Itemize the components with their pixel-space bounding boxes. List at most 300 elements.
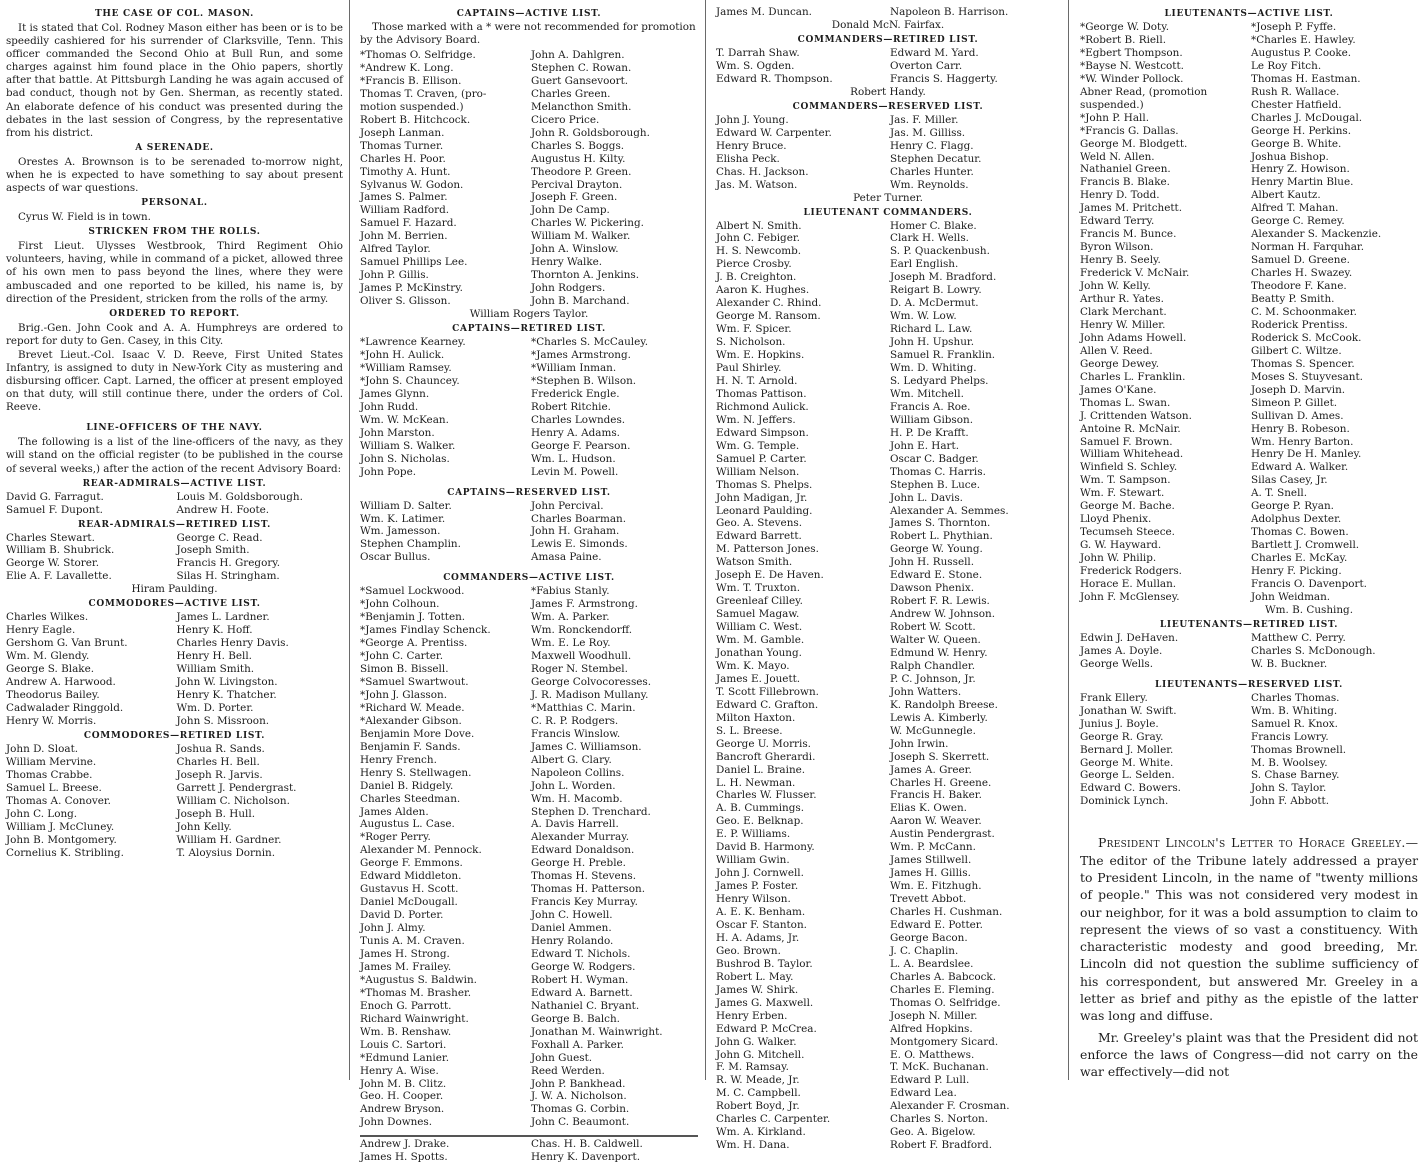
officer-name: Thomas C. Harris.	[890, 465, 986, 478]
officer-name: Edward A. Barnett.	[531, 986, 633, 999]
officer-name: Wm. W. McKean.	[360, 413, 449, 426]
officer-name: John M. Berrien.	[360, 230, 448, 243]
officer-name: motion suspended.)	[360, 100, 464, 113]
mason-heading: THE CASE OF COL. MASON.	[95, 9, 254, 19]
officer-name: S. P. Quackenbush.	[890, 245, 990, 258]
officer-name: Francis H. Baker.	[890, 789, 982, 802]
officer-name: Homer C. Blake.	[890, 219, 977, 232]
officer-name: T. Darrah Shaw.	[716, 46, 800, 59]
officer-name: David B. Harmony.	[716, 841, 815, 854]
officer-name: Pierce Crosby.	[716, 258, 792, 271]
officer-name: Wm. E. Le Roy.	[531, 637, 611, 650]
officer-name: Francis M. Bunce.	[1080, 228, 1177, 241]
officer-name: Geo. H. Cooper.	[360, 1090, 444, 1103]
officer-name: Winfield S. Schley.	[1080, 461, 1178, 474]
officer-name: Oliver S. Glisson.	[360, 295, 451, 308]
officer-name: Edward Donaldson.	[531, 844, 635, 857]
officer-name: E. P. Williams.	[716, 828, 791, 841]
officer-name: Henry Wilson.	[716, 893, 791, 906]
officer-name: George M. Ransom.	[716, 310, 821, 323]
officer-name: T. McK. Buchanan.	[890, 1061, 989, 1074]
officer-name: Simeon P. Gillet.	[1251, 396, 1338, 409]
officer-name: Robert H. Wyman.	[531, 973, 629, 986]
officer-name: *Lawrence Kearney.	[360, 336, 466, 349]
officer-name: Alexander C. Rhind.	[716, 297, 822, 310]
officer-name: Augustus P. Cooke.	[1251, 46, 1352, 59]
officer-name: John Percival.	[531, 499, 604, 512]
navy-intro: The following is a list of the line-officers of the navy, as they will stand on the official register (to be published in the course of several weeks,) after the action of the recent Advisory Board:	[6, 436, 343, 475]
officer-name: George Colvocoresses.	[531, 675, 652, 688]
officer-name: Louis M. Goldsborough.	[176, 490, 303, 503]
officer-name: Wm. E. Fitzhugh.	[890, 880, 982, 893]
officer-name: A. Davis Harrell.	[531, 818, 619, 831]
officer-name: *John C. Carter.	[360, 650, 444, 663]
officer-name: *William Ramsey.	[360, 361, 452, 374]
officer-name: Wm. N. Jeffers.	[716, 413, 796, 426]
officer-name: John W. Philip.	[1080, 552, 1157, 565]
officer-name: Thomas Turner.	[360, 139, 444, 152]
officer-name: George C. Remey.	[1251, 215, 1345, 228]
commodores-retired-heading: COMMODORES—RETIRED LIST.	[83, 730, 266, 741]
officer-name: Henry F. Picking.	[1251, 565, 1342, 578]
officer-name: William B. Shubrick.	[6, 544, 115, 557]
officer-name: Robert F. Bradford.	[890, 1139, 992, 1152]
officer-name: Foxhall A. Parker.	[531, 1038, 624, 1051]
officer-name: Gilbert C. Wiltze.	[1251, 344, 1342, 357]
officer-name: James W. Shirk.	[716, 983, 799, 996]
officer-name: James H. Spotts.	[360, 1151, 448, 1164]
officer-name: George Dewey.	[1080, 357, 1160, 370]
officer-name: Thomas S. Spencer.	[1251, 357, 1355, 370]
officer-name: Henry Walke.	[531, 256, 603, 269]
officer-name: S. Ledyard Phelps.	[890, 374, 989, 387]
officer-name: John W. Kelly.	[1080, 280, 1151, 293]
officer-name: James C. Williamson.	[531, 740, 642, 753]
officer-name: Chas. H. B. Caldwell.	[531, 1138, 643, 1151]
officer-name: Dominick Lynch.	[1080, 795, 1169, 808]
officer-name: *Egbert Thompson.	[1080, 46, 1183, 59]
officer-name: Robert Boyd, Jr.	[716, 1100, 800, 1113]
officer-name: Bushrod B. Taylor.	[716, 957, 813, 970]
officer-name: Charles W. Pickering.	[531, 217, 644, 230]
officer-name: Alexander M. Pennock.	[360, 844, 482, 857]
officer-name: James M. Frailey.	[360, 960, 452, 973]
officer-name: Thomas Pattison.	[716, 387, 807, 400]
officer-name: John W. Livingston.	[176, 676, 278, 689]
officer-name: Wm. Reynolds.	[890, 178, 969, 191]
officer-name: William D. Salter.	[360, 499, 452, 512]
column-rule	[349, 0, 350, 1080]
officer-name: Francis Lowry.	[1251, 730, 1329, 743]
officer-name: Napoleon Collins.	[531, 766, 625, 779]
officer-name: Aaron W. Weaver.	[890, 815, 982, 828]
column-2-bottom-block	[360, 1135, 698, 1164]
officer-name: *John S. Chauncey.	[360, 374, 460, 387]
officer-name: Arthur R. Yates.	[1080, 293, 1164, 306]
officer-name: Silas H. Stringham.	[176, 570, 280, 583]
officer-name: A. B. Cummings.	[716, 802, 805, 815]
rear-admirals-active-list	[6, 491, 343, 517]
officer-name: Thomas Crabbe.	[6, 768, 93, 781]
officer-name: Chester Hatfield.	[1251, 98, 1342, 111]
officer-name: Henry Eagle.	[6, 624, 76, 637]
officer-name: John Madigan, Jr.	[716, 491, 808, 504]
officer-name: George B. White.	[1251, 137, 1342, 150]
officer-name: Edward E. Stone.	[890, 569, 983, 582]
officer-name: Thomas T. Craven, (pro-	[360, 87, 487, 100]
officer-name: James M. Duncan.	[716, 6, 812, 18]
officer-name: Edward Middleton.	[360, 870, 462, 883]
officer-name: Reed Werden.	[531, 1064, 605, 1077]
officer-name: G. W. Hayward.	[1080, 539, 1162, 552]
officer-name: James G. Maxwell.	[716, 996, 814, 1009]
officer-name: Henry K. Thatcher.	[176, 689, 277, 702]
officer-name: Napoleon B. Harrison.	[890, 6, 1009, 18]
officer-name: *Francis B. Ellison.	[360, 74, 462, 87]
officer-name: John L. Worden.	[531, 779, 616, 792]
officer-name: Charles Wilkes.	[6, 611, 89, 624]
officer-name: Joseph R. Jarvis.	[176, 768, 263, 781]
ordered-article-2: Brevet Lieut.-Col. Isaac V. D. Reeve, First United States Infantry, is assigned to duty in New-York City as mustering and disbursing officer. Capt. Larned, the officer at present employed on that duty, will still continue there, under the orders of Col. Reeve.	[6, 348, 343, 414]
officer-name: Junius J. Boyle.	[1080, 717, 1159, 730]
officer-name: Edmund W. Henry.	[890, 646, 988, 659]
officer-name: Joseph Smith.	[176, 544, 250, 557]
officer-name: Robert W. Scott.	[890, 621, 976, 634]
officer-name: Charles Steedman.	[360, 792, 461, 805]
officer-name: Edward R. Thompson.	[716, 72, 833, 85]
officer-name: Joseph Lanman.	[360, 126, 445, 139]
officer-name: Benjamin F. Sands.	[360, 740, 461, 753]
officer-name: Greenleaf Cilley.	[716, 595, 803, 608]
officer-name: Theodore P. Green.	[531, 165, 632, 178]
officer-name: Trevett Abbot.	[890, 893, 967, 906]
officer-name: Wm. F. Spicer.	[716, 323, 792, 336]
officer-name: Geo. A. Bigelow.	[890, 1126, 976, 1139]
officer-name: William Nelson.	[716, 465, 800, 478]
officer-name: *Roger Perry.	[360, 831, 431, 844]
officer-name: Simon B. Bissell.	[360, 663, 449, 676]
officer-name: Samuel Phillips Lee.	[360, 256, 468, 269]
officer-name: Henry W. Morris.	[6, 714, 97, 727]
rear-admirals-retired-heading: REAR-ADMIRALS—RETIRED LIST.	[78, 519, 271, 530]
officer-name: Richard L. Law.	[890, 323, 973, 336]
officer-name: Joseph B. Hull.	[176, 807, 255, 820]
officer-name: *James Armstrong.	[531, 349, 631, 362]
officer-name: Daniel B. Ridgely.	[360, 779, 454, 792]
officer-name: John Guest.	[531, 1051, 593, 1064]
officer-name: Joshua R. Sands.	[176, 742, 265, 755]
officer-name: Geo. E. Belknap.	[716, 815, 804, 828]
officer-name: Charles E. McKay.	[1251, 552, 1348, 565]
officer-name: *Benjamin J. Totten.	[360, 611, 466, 624]
officer-name: Edward Simpson.	[716, 426, 809, 439]
ordered-heading: ORDERED TO REPORT.	[109, 308, 240, 319]
officer-name: William Smith.	[176, 663, 255, 676]
officer-name: Alfred Taylor.	[360, 243, 431, 256]
officer-name: James S. Thornton.	[890, 517, 991, 530]
officer-name: Henry French.	[360, 753, 437, 766]
officer-name: Paul Shirley.	[716, 362, 782, 375]
officer-name: R. W. Meade, Jr.	[716, 1074, 800, 1087]
officer-name: *John Colhoun.	[360, 598, 440, 611]
officer-name: William Radford.	[360, 204, 450, 217]
officer-name: Amasa Paine.	[531, 551, 602, 564]
officer-name: Richmond Aulick.	[716, 400, 809, 413]
stricken-heading: STRICKEN FROM THE ROLLS.	[88, 227, 261, 238]
officer-name: Wm. D. Porter.	[176, 702, 254, 715]
officer-name: Wm. T. Truxton.	[716, 582, 801, 595]
officer-name: Aaron K. Hughes.	[716, 284, 810, 297]
officer-name: L. A. Beardslee.	[890, 957, 974, 970]
officer-name: Alfred Hopkins.	[890, 1022, 973, 1035]
lincoln-article: President Lincoln's Letter to Horace Greeley.—The editor of the Tribune lately addressed a prayer to President Lincoln, in the name of "twenty millions of people." This was not considered very modest in our neighbor, for it was a bold assumption to claim to represent the views of so vast a constituency. With characteristic modesty and good breeding, Mr. Lincoln did not question the sublime sufficiency of his correspondent, but answered Mr. Greeley in a letter as brief and pithy as the epistle of the latter was long and diffuse.	[1080, 835, 1418, 1024]
officer-name: Samuel R. Franklin.	[890, 349, 996, 362]
officer-name: Abner Read, (promotion	[1080, 85, 1208, 98]
officer-name: Thomas A. Conover.	[6, 794, 111, 807]
officer-name: James E. Jouett.	[716, 672, 801, 685]
officer-name: *John H. Aulick.	[360, 349, 445, 362]
officer-name: Henry B. Robeson.	[1251, 422, 1350, 435]
mason-article: It is stated that Col. Rodney Mason either has been or is to be speedily cashiered for his surrender of Clarksville, Tenn. This officer commanded the Second Ohio at Bull Run, and some charges against him found place in the Ohio papers, shortly after that battle. At Pittsburgh Landing he was again accused of bad conduct, though not by Gen. Sherman, as recently stated. An elaborate defence of his conduct was presented during the debates in the last session of Congress, by the representative from his district.	[6, 22, 343, 139]
officer-name: George M. Blodgett.	[1080, 137, 1188, 150]
officer-name: Stephen C. Rowan.	[531, 61, 632, 74]
officer-name: *James Findlay Schenck.	[360, 624, 491, 637]
officer-name: *Charles E. Hawley.	[1251, 33, 1356, 46]
officer-name: Stephen Decatur.	[890, 152, 982, 165]
officer-name: Robert L. Phythian.	[890, 530, 993, 543]
officer-name: Byron Wilson.	[1080, 241, 1154, 254]
officer-name: Stephen B. Luce.	[890, 478, 981, 491]
officer-name: William C. Nicholson.	[176, 794, 290, 807]
officer-name: Le Roy Fitch.	[1251, 59, 1322, 72]
officer-name: Wm. B. Renshaw.	[360, 1025, 452, 1038]
officer-name: Charles H. Cushman.	[890, 906, 1003, 919]
officer-name: John J. Young.	[716, 113, 789, 126]
officer-name: John A. Winslow.	[531, 243, 619, 256]
officer-name: Henry Erben.	[716, 1009, 788, 1022]
officer-name: John P. Bankhead.	[531, 1077, 626, 1090]
officer-name: Charles Lowndes.	[531, 413, 626, 426]
officer-name: F. M. Ramsay.	[716, 1061, 789, 1074]
officer-name: John H. Graham.	[531, 525, 620, 538]
officer-name: James P. Foster.	[716, 880, 799, 893]
officer-name: K. Randolph Breese.	[890, 698, 998, 711]
commodores-retired-list	[6, 743, 343, 860]
lincoln-article-title: President Lincoln's Letter to Horace Greeley.	[1098, 835, 1406, 851]
officer-name: Francis A. Roe.	[890, 400, 971, 413]
officer-name: William C. West.	[716, 621, 803, 634]
officer-name: Edward C. Bowers.	[1080, 782, 1181, 795]
officer-name: *Joseph P. Fyffe.	[1251, 21, 1337, 33]
officer-name: Henry A. Adams.	[531, 426, 620, 439]
officer-name: Gershom G. Van Brunt.	[6, 637, 128, 650]
commanders-continued-last: Donald McN. Fairfax.	[831, 18, 945, 31]
officer-name: John B. Marchand.	[531, 295, 630, 308]
officer-name: George M. Bache.	[1080, 500, 1175, 513]
officer-name: John Pope.	[360, 465, 417, 478]
officer-name: *John J. Glasson.	[360, 688, 448, 701]
officer-name: Andrew J. Drake.	[360, 1138, 450, 1151]
officer-name: James Alden.	[360, 805, 429, 818]
officer-name: Wm. K. Latimer.	[360, 512, 446, 525]
officer-name: Elisha Peck.	[716, 152, 780, 165]
officer-name: Maxwell Woodhull.	[531, 650, 632, 663]
officer-name: M. B. Woolsey.	[1251, 756, 1328, 769]
officer-name: Stephen D. Trenchard.	[531, 805, 651, 818]
officer-name: Samuel F. Brown.	[1080, 435, 1173, 448]
officer-name: Francis S. Haggerty.	[890, 72, 998, 85]
officer-name: Jas. M. Gilliss.	[890, 126, 966, 139]
officer-name: Chas. H. Jackson.	[716, 165, 809, 178]
officer-name: David G. Farragut.	[6, 490, 104, 503]
officer-name: John De Camp.	[531, 204, 610, 217]
officer-name: Samuel R. Knox.	[1251, 717, 1338, 730]
officer-name: Matthew C. Perry.	[1251, 631, 1346, 644]
officer-name: John D. Sloat.	[6, 742, 79, 755]
officer-name: J. W. A. Nicholson.	[531, 1090, 627, 1103]
officer-name: E. O. Matthews.	[890, 1048, 975, 1061]
officer-name: Wm. D. Whiting.	[890, 362, 977, 375]
officer-name: John Adams Howell.	[1080, 331, 1187, 344]
officer-name: James Glynn.	[360, 387, 430, 400]
officer-name: Thomas Brownell.	[1251, 743, 1347, 756]
officer-name: Albert Kautz.	[1251, 189, 1321, 202]
officer-name: George W. Rodgers.	[531, 960, 636, 973]
officer-name: *Matthias C. Marin.	[531, 701, 636, 714]
officer-name: Thomas O. Selfridge.	[890, 996, 1001, 1009]
commanders-active-list	[360, 585, 698, 1129]
officer-name: Percival Drayton.	[531, 178, 623, 191]
officer-name: Louis C. Sartori.	[360, 1038, 447, 1051]
officer-name: Charles S. Norton.	[890, 1113, 989, 1126]
officer-name: Lloyd Phenix.	[1080, 513, 1152, 526]
officer-name: Alexander A. Semmes.	[890, 504, 1009, 517]
officer-name: Joseph F. Green.	[531, 191, 618, 204]
officer-name: Leonard Paulding.	[716, 504, 813, 517]
lieutenants-reserved-list	[1080, 692, 1418, 809]
officer-name: D. A. McDermut.	[890, 297, 979, 310]
officer-name: James H. Gillis.	[890, 867, 971, 880]
officer-name: *Samuel Lockwood.	[360, 585, 465, 598]
navy-heading: LINE-OFFICERS OF THE NAVY.	[86, 423, 263, 434]
officer-name: John H. Upshur.	[890, 336, 975, 349]
officer-name: John H. Russell.	[890, 556, 975, 569]
officer-name: Cicero Price.	[531, 113, 600, 126]
officer-name: M. Patterson Jones.	[716, 543, 819, 556]
officer-name: *Edmund Lanier.	[360, 1051, 450, 1064]
officer-name: Timothy A. Hunt.	[360, 165, 451, 178]
officer-name: Henry Bruce.	[716, 139, 787, 152]
officer-name: John F. McGlensey.	[1080, 590, 1180, 603]
lieutenants-reserved-heading: LIEUTENANTS—RESERVED LIST.	[1155, 679, 1343, 690]
officer-name: Levin M. Powell.	[531, 465, 619, 478]
officer-name: J. C. Chaplin.	[890, 944, 959, 957]
officer-name: George W. Storer.	[6, 557, 100, 570]
officer-name: Charles S. McDonough.	[1251, 644, 1376, 657]
personal-heading: PERSONAL.	[141, 198, 208, 209]
officer-name: George F. Emmons.	[360, 857, 463, 870]
officer-name: James M. Pritchett.	[1080, 202, 1183, 215]
officer-name: Jonathan Young.	[716, 646, 802, 659]
officer-name: John C. Febiger.	[716, 232, 800, 245]
officer-name: Milton Haxton.	[716, 711, 796, 724]
lieutenant-commanders-list	[716, 220, 1060, 1153]
officer-name: T. Scott Fillebrown.	[716, 685, 819, 698]
officer-name: Daniel L. Braine.	[716, 763, 806, 776]
officer-name: George B. Balch.	[531, 1012, 620, 1025]
officer-name: Francis H. Gregory.	[176, 557, 281, 570]
officer-name: *Thomas O. Selfridge.	[360, 49, 476, 61]
officer-name: Adolphus Dexter.	[1251, 513, 1342, 526]
officer-name: Henry Rolando.	[531, 935, 614, 948]
officer-name: George Bacon.	[890, 931, 968, 944]
officer-name: Charles A. Babcock.	[890, 970, 996, 983]
officer-name: Thomas H. Patterson.	[531, 883, 645, 896]
officer-name: Charles H. Greene.	[890, 776, 992, 789]
officer-name: Walter W. Queen.	[890, 634, 981, 647]
officer-name: David D. Porter.	[360, 909, 444, 922]
officer-name: Henry K. Hoff.	[176, 624, 253, 637]
commanders-continued-list	[716, 6, 1060, 19]
officer-name: Edward P. Lull.	[890, 1074, 970, 1087]
officer-name: *Stephen B. Wilson.	[531, 374, 637, 387]
officer-name: Geo. A. Stevens.	[716, 517, 803, 530]
officer-name: L. H. Newman.	[716, 776, 796, 789]
officer-name: Henry Z. Howison.	[1251, 163, 1350, 176]
officer-name: Lewis A. Kimberly.	[890, 711, 988, 724]
officer-name: John J. Cornwell.	[716, 867, 804, 880]
officer-name: Francis O. Davenport.	[1251, 577, 1367, 590]
officer-name: George U. Morris.	[716, 737, 811, 750]
serenade-article: Orestes A. Brownson is to be serenaded to-morrow night, when he is expected to have something to say about present aspects of war questions.	[6, 155, 343, 195]
officer-name: Lewis E. Simonds.	[531, 538, 628, 551]
lieutenants-retired-heading: LIEUTENANTS—RETIRED LIST.	[1159, 619, 1339, 630]
officer-name: *George W. Doty.	[1080, 21, 1169, 33]
officer-name: James S. Palmer.	[360, 191, 448, 204]
captains-retired-heading: CAPTAINS—RETIRED LIST.	[452, 324, 606, 335]
officer-name: Garrett J. Pendergrast.	[176, 781, 297, 794]
column-3	[712, 0, 1064, 1152]
officer-name: Oscar F. Stanton.	[716, 919, 807, 931]
officer-name: Cadwalader Ringgold.	[6, 702, 124, 715]
commanders-reserved-heading: COMMANDERS—RESERVED LIST.	[792, 101, 984, 112]
officer-name: James F. Armstrong.	[531, 598, 638, 611]
officer-name: John Irwin.	[890, 737, 949, 750]
officer-name: Earl English.	[890, 258, 959, 271]
officer-name: Alexander F. Crosman.	[890, 1100, 1010, 1113]
officer-name: Guert Gansevoort.	[531, 74, 629, 87]
officer-name: John Marston.	[360, 426, 435, 439]
officer-name: William Mervine.	[6, 755, 97, 768]
officer-name: John Watters.	[890, 685, 962, 698]
officer-name: Robert B. Hitchcock.	[360, 113, 471, 126]
officer-name: Thomas G. Corbin.	[531, 1103, 630, 1116]
officer-name: Charles H. Bell.	[176, 755, 260, 768]
officer-name: Jas. F. Miller.	[890, 113, 959, 126]
officer-name: Wm. W. Low.	[890, 310, 957, 323]
commanders-reserved-last: Peter Turner.	[853, 191, 923, 204]
captains-active-heading: CAPTAINS—ACTIVE LIST.	[456, 9, 602, 19]
officer-name: Henry Martin Blue.	[1251, 176, 1354, 189]
officer-name: Joseph E. De Haven.	[716, 569, 824, 582]
officer-name: George S. Blake.	[6, 663, 95, 676]
officer-name: Albert G. Clary.	[531, 753, 612, 766]
officer-name: George L. Selden.	[1080, 769, 1175, 782]
officer-name: Tecumseh Steece.	[1080, 526, 1175, 539]
officer-name: Bernard J. Moller.	[1080, 743, 1174, 756]
officer-name: Thomas C. Bowen.	[1251, 526, 1349, 539]
officer-name: J. R. Madison Mullany.	[531, 688, 649, 701]
